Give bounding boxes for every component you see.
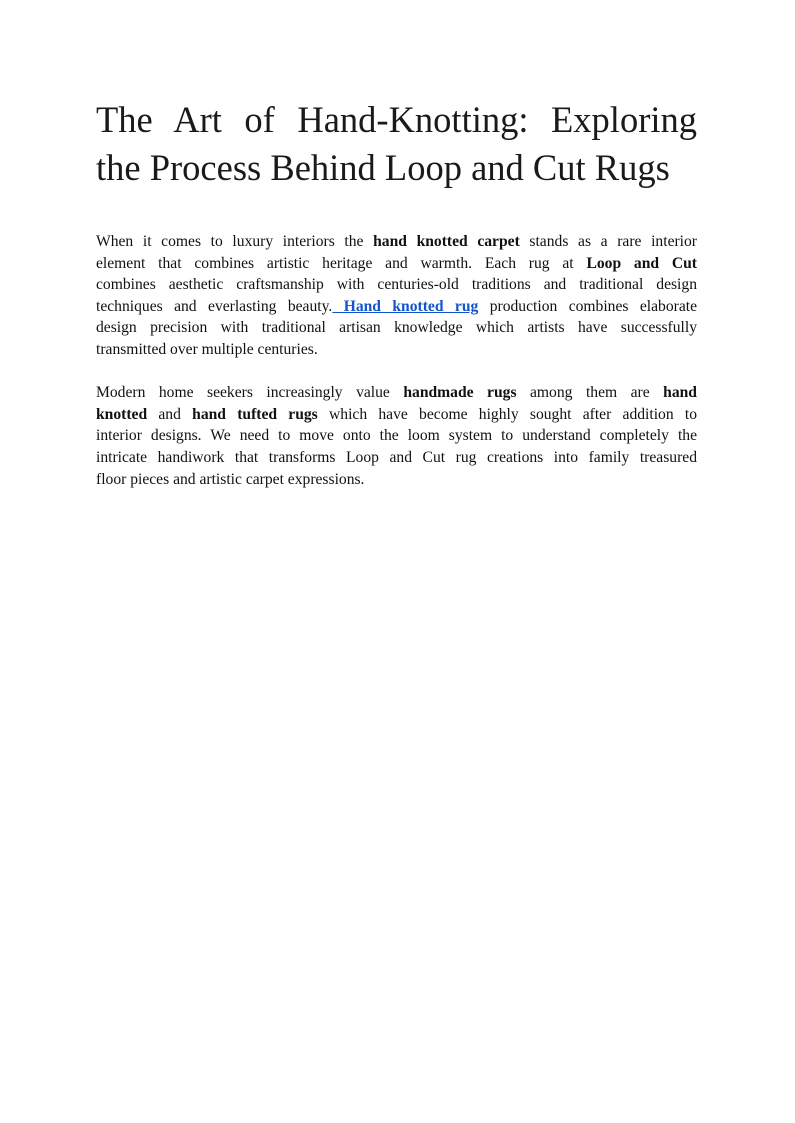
bold-text: knotted [96, 405, 148, 423]
text-segment: stands as a rare interior [519, 233, 698, 250]
text-line [96, 274, 697, 296]
text-line [96, 231, 697, 253]
text-line [96, 339, 697, 361]
text-line [96, 469, 697, 491]
text-segment: which have become highly sought after addition to [317, 405, 698, 423]
text-line [96, 253, 697, 275]
hand-knotted-rug-link[interactable]: Hand knotted rug [332, 297, 479, 315]
document-title [96, 96, 697, 192]
text-segment: design precision with traditional artisan knowledge which artists have successfully [96, 319, 697, 337]
title-line: the Process Behind Loop and Cut Rugs [96, 147, 670, 188]
text-line [96, 296, 697, 318]
text-segment: When it comes to luxury interiors the [96, 233, 374, 250]
text-segment: combines aesthetic craftsmanship with centuries-old traditions and traditional design [96, 276, 697, 294]
text-line [96, 382, 697, 404]
text-segment: techniques and everlasting beauty. [96, 297, 333, 315]
bold-text: hand knotted carpet [373, 233, 520, 250]
text-segment: floor pieces and artistic carpet expressions. [96, 470, 365, 488]
text-segment: production combines elaborate [478, 297, 697, 315]
text-segment: interior designs. We need to move onto the loom system to understand completely the [96, 427, 697, 445]
text-line [96, 447, 697, 469]
bold-text: hand tufted rugs [192, 405, 318, 423]
text-line [96, 425, 697, 447]
bold-text: hand [663, 384, 697, 402]
text-segment: Modern home seekers increasingly value [96, 384, 404, 402]
bold-text: handmade rugs [403, 384, 517, 402]
paragraph-intro [96, 231, 697, 361]
paragraph-modern-home [96, 382, 697, 490]
text-segment: transmitted over multiple centuries. [96, 340, 318, 358]
text-segment: among them are [516, 384, 664, 402]
bold-text: Loop and Cut [586, 254, 697, 272]
document-page [96, 96, 697, 490]
text-line [96, 317, 697, 339]
title-line: The Art of Hand-Knotting: Exploring [96, 99, 697, 140]
text-segment: and [147, 405, 193, 423]
text-line [96, 404, 697, 426]
text-segment: element that combines artistic heritage and warmth. Each rug at [96, 254, 587, 272]
text-segment: intricate handiwork that transforms Loop and Cut rug creations into family treasured [96, 448, 697, 466]
